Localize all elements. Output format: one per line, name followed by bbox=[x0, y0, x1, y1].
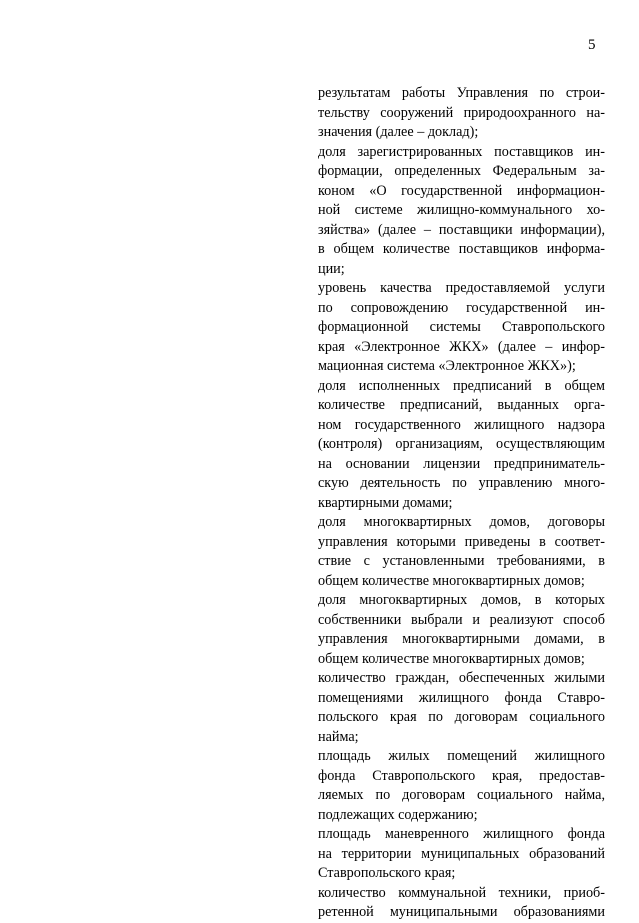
text-line: ствие с установленными требованиями, в bbox=[318, 553, 605, 569]
text-line: формации, определенных Федеральным за- bbox=[318, 163, 605, 179]
text-line: доля зарегистрированных поставщиков ин- bbox=[318, 143, 605, 160]
text-line: зяйства» (далее – поставщики информации), bbox=[318, 221, 605, 238]
page-number: 5 bbox=[588, 37, 596, 53]
text-line: собственники выбрали и реализуют способ bbox=[318, 611, 605, 628]
text-line: управления которыми приведены в соответ- bbox=[318, 533, 605, 550]
text-line: на основании лицензии предприниматель- bbox=[318, 455, 605, 472]
text-line: площадь маневренного жилищного фонда bbox=[318, 826, 605, 842]
text-line: фонда Ставропольского края, предостав- bbox=[318, 767, 605, 784]
text-line: на территории муниципальных образований bbox=[318, 845, 605, 862]
text-line: (контроля) организациям, осуществляющим bbox=[318, 436, 605, 452]
text-line: польского края по договорам социального bbox=[318, 709, 605, 725]
text-line: количество граждан, обеспеченных жилыми bbox=[318, 670, 605, 686]
text-line: ляемых по договорам социального найма, bbox=[318, 787, 605, 803]
text-line: по сопровождению государственной ин- bbox=[318, 299, 605, 316]
text-line: ретенной муниципальными образованиями bbox=[318, 904, 605, 920]
text-line: результатам работы Управления по строи- bbox=[318, 85, 605, 101]
text-line: найма; bbox=[318, 728, 359, 745]
text-line: в общем количестве поставщиков информа- bbox=[318, 241, 605, 257]
text-line: тельству сооружений природоохранного на- bbox=[318, 104, 605, 121]
text-line: скую деятельность по управлению много- bbox=[318, 475, 605, 491]
text-line: Ставропольского края; bbox=[318, 865, 456, 881]
text-line: доля многоквартирных домов, договоры bbox=[318, 514, 605, 530]
text-line: значения (далее – доклад); bbox=[318, 124, 479, 140]
text-line: ции; bbox=[318, 260, 345, 277]
text-line: уровень качества предоставляемой услуги bbox=[318, 280, 605, 296]
text-line: мационная система «Электронное ЖКХ»); bbox=[318, 358, 576, 374]
text-line: доля многоквартирных домов, в которых bbox=[318, 592, 605, 608]
text-column bbox=[318, 84, 605, 923]
text-line: ной системе жилищно-коммунального хо- bbox=[318, 202, 605, 218]
text-line: доля исполненных предписаний в общем bbox=[318, 377, 605, 394]
text-line: квартирными домами; bbox=[318, 494, 453, 511]
text-line: формационной системы Ставропольского bbox=[318, 319, 605, 335]
text-line: площадь жилых помещений жилищного bbox=[318, 748, 605, 764]
text-line: количество коммунальной техники, приоб- bbox=[318, 884, 605, 901]
text-line: коном «О государственной информацион- bbox=[318, 182, 605, 199]
text-line: края «Электронное ЖКХ» (далее – инфор- bbox=[318, 338, 605, 355]
text-line: подлежащих содержанию; bbox=[318, 806, 478, 823]
text-line: управления многоквартирными домами, в bbox=[318, 631, 605, 647]
text-line: ном государственного жилищного надзора bbox=[318, 416, 605, 433]
text-line: общем количестве многоквартирных домов; bbox=[318, 572, 585, 589]
text-line: помещениями жилищного фонда Ставро- bbox=[318, 689, 605, 706]
text-line: количестве предписаний, выданных орга- bbox=[318, 397, 605, 413]
text-line: общем количестве многоквартирных домов; bbox=[318, 650, 585, 667]
